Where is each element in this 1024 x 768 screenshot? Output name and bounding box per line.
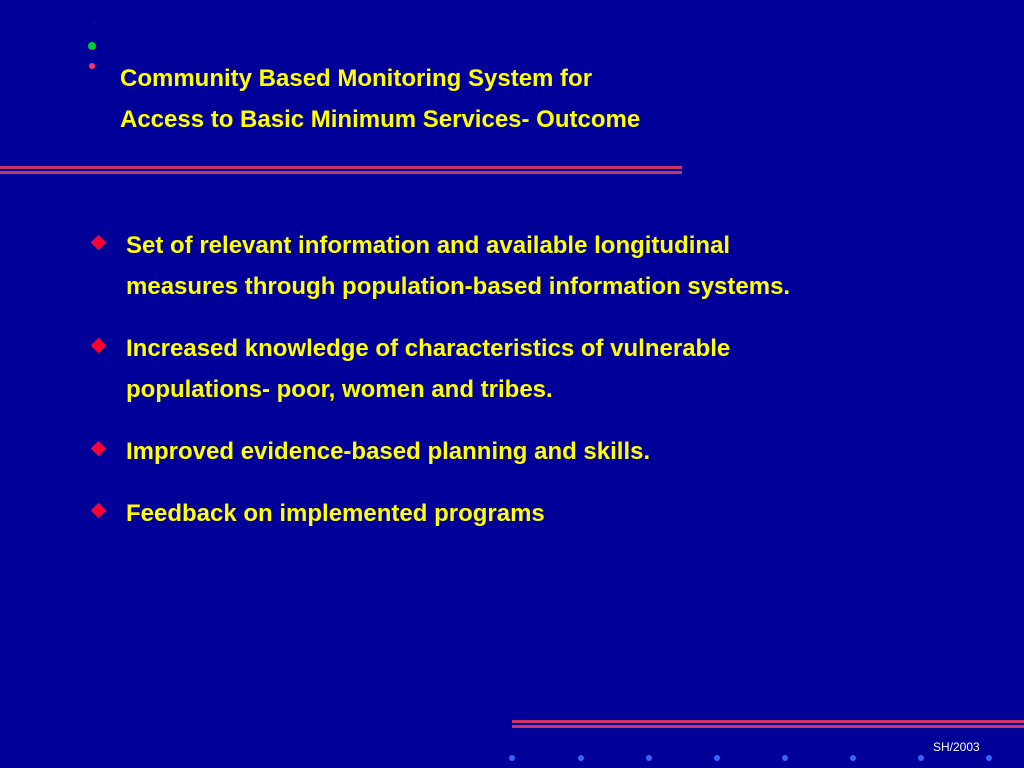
diamond-bullet-icon (91, 441, 107, 457)
footer-dot (509, 755, 515, 761)
decorative-dot (93, 21, 96, 24)
bullet-line: Increased knowledge of characteristics of vulnerable (126, 335, 731, 362)
diamond-bullet-icon (91, 235, 107, 251)
slide-title (120, 58, 640, 140)
bullet-item (88, 493, 1008, 534)
footer-dot (782, 755, 788, 761)
footer-dot (646, 755, 652, 761)
title-line-1: Community Based Monitoring System for (120, 65, 593, 92)
footer-dot (714, 755, 720, 761)
bullet-item (88, 431, 1008, 472)
bullet-item (88, 328, 1008, 410)
bullet-line: Improved evidence-based planning and skills. (126, 438, 651, 465)
footer-label: SH/2003 (933, 740, 980, 754)
bullet-line: Feedback on implemented programs (126, 500, 545, 527)
footer-dot (850, 755, 856, 761)
bullet-line: measures through population-based information systems. (126, 273, 791, 300)
bullet-line: Set of relevant information and available longitudinal (126, 232, 731, 259)
diamond-bullet-icon (91, 338, 107, 354)
title-line-2: Access to Basic Minimum Services- Outcome (120, 106, 641, 133)
bullet-item (88, 225, 1008, 307)
diamond-bullet-icon (91, 503, 107, 519)
bullet-line: populations- poor, women and tribes. (126, 376, 553, 403)
green-dot-icon (88, 42, 96, 50)
footer-dot-row (0, 755, 1024, 763)
footer-divider (512, 720, 1024, 729)
footer-dot (918, 755, 924, 761)
footer-dot (986, 755, 992, 761)
bullet-list (88, 225, 1008, 555)
footer-dot (578, 755, 584, 761)
title-bullet-icon (89, 63, 95, 69)
title-divider (0, 166, 682, 175)
